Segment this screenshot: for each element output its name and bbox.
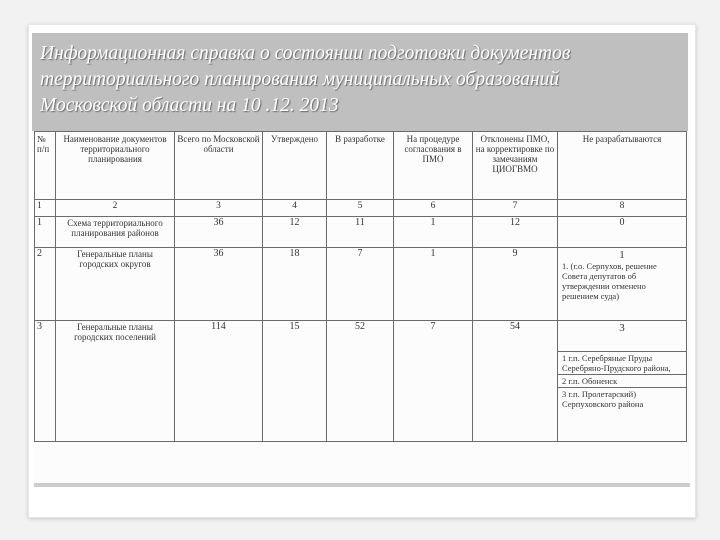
column-number: 8	[558, 200, 687, 217]
not-developed-cell	[558, 321, 687, 442]
total-count: 36	[175, 217, 263, 248]
column-number: 7	[473, 200, 558, 217]
column-number-row	[35, 200, 687, 217]
approval-count: 1	[394, 217, 473, 248]
approval-count: 1	[394, 248, 473, 321]
header-cell: Не разрабатываются	[558, 132, 687, 200]
table-row	[35, 321, 687, 442]
document-name: Генеральные планы городских округов	[56, 248, 175, 321]
rejected-count: 12	[473, 217, 558, 248]
row-number: 3	[35, 321, 56, 442]
rejected-count: 54	[473, 321, 558, 442]
slide-title: Информационная справка о состоянии подготовки документов территориального планирования муниципальных образований Московской области на 10 .12. 2013	[40, 43, 571, 116]
column-number: 1	[35, 200, 56, 217]
header-cell: На процедуре согласования в ПМО	[394, 132, 473, 200]
header-cell: Наименование документов территориального планирования	[56, 132, 175, 200]
in-progress-count: 7	[327, 248, 394, 321]
table-row	[35, 217, 687, 248]
header-cell: В разработке	[327, 132, 394, 200]
column-number: 6	[394, 200, 473, 217]
header-cell: Всего по Московской области	[175, 132, 263, 200]
not-developed-note: 1. (г.о. Серпухов, решение Совета депутатов об утверждении отменено решением суда)	[562, 261, 657, 301]
in-progress-count: 52	[327, 321, 394, 442]
footer-line	[34, 483, 690, 487]
header-cell: № п/п	[35, 132, 56, 200]
not-developed-note: 1 г.п. Серебряные Пруды Серебряно-Прудского района,	[558, 351, 686, 374]
row-number: 1	[35, 217, 56, 248]
column-number: 5	[327, 200, 394, 217]
document-name: Генеральные планы городских поселений	[56, 321, 175, 442]
approved-count: 18	[263, 248, 327, 321]
column-number: 2	[56, 200, 175, 217]
status-table	[34, 131, 687, 442]
approved-count: 15	[263, 321, 327, 442]
not-developed-cell	[558, 248, 687, 321]
approved-count: 12	[263, 217, 327, 248]
approval-count: 7	[394, 321, 473, 442]
rejected-count: 9	[473, 248, 558, 321]
table-row	[35, 248, 687, 321]
header-cell: Утверждено	[263, 132, 327, 200]
scanned-document	[34, 131, 690, 483]
not-developed-count: 3	[619, 322, 625, 334]
table-header-row	[35, 132, 687, 200]
row-number: 2	[35, 248, 56, 321]
column-number: 4	[263, 200, 327, 217]
not-developed-note: 2 г.п. Обоненск	[558, 374, 686, 387]
not-developed-count: 1	[619, 249, 625, 261]
not-developed-count: 0	[558, 217, 687, 248]
total-count: 114	[175, 321, 263, 442]
in-progress-count: 11	[327, 217, 394, 248]
document-name: Схема территориального планирования районов	[56, 217, 175, 248]
not-developed-note: 3 г.п. Пролетарский) Серпуховского района	[558, 387, 686, 410]
header-cell: Отклонены ПМО, на корректировке по замечаниям ЦИОГВМО	[473, 132, 558, 200]
total-count: 36	[175, 248, 263, 321]
column-number: 3	[175, 200, 263, 217]
